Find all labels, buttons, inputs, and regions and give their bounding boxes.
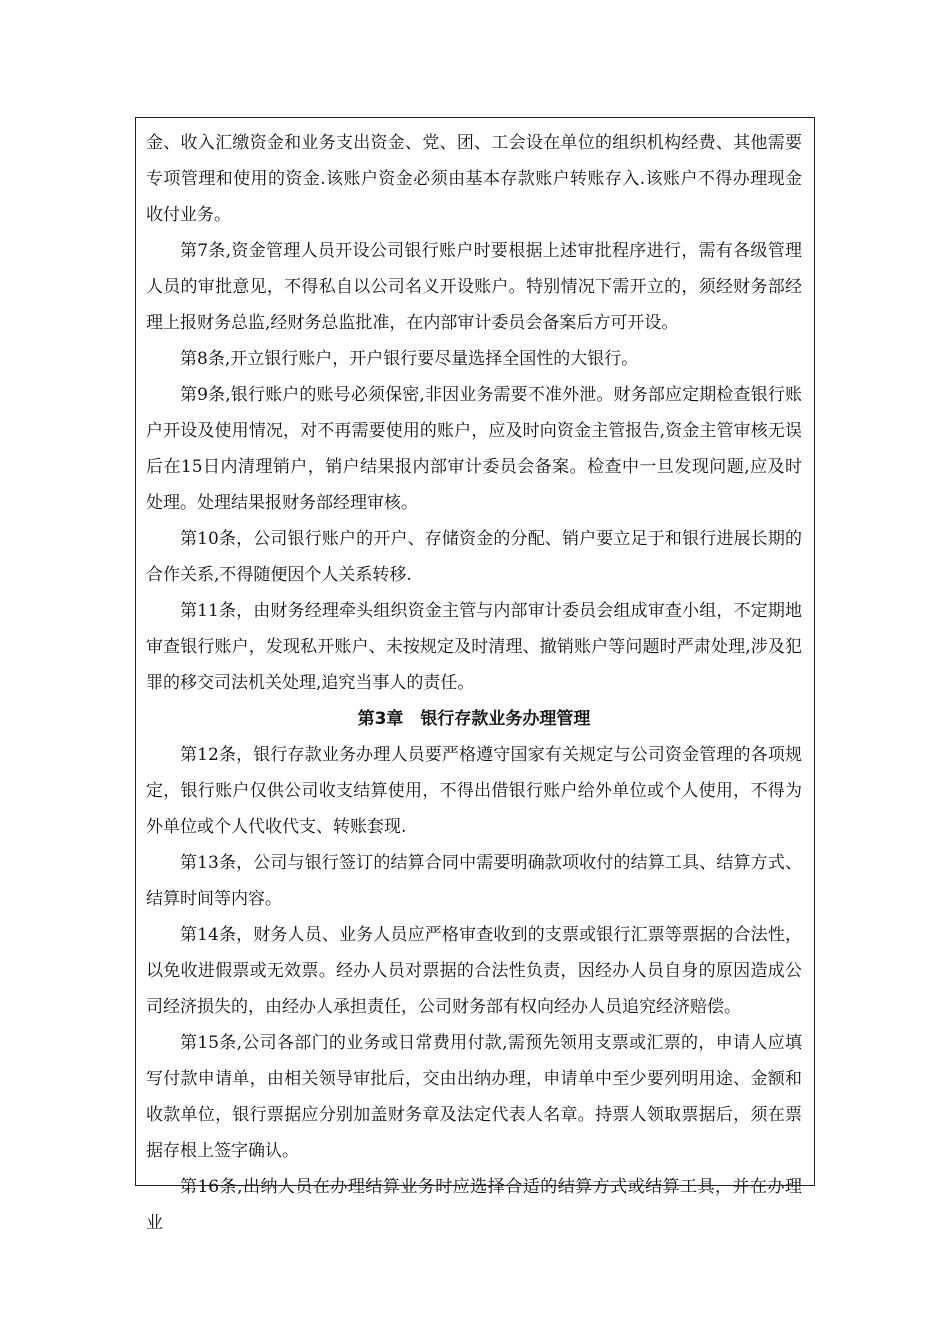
paragraph-article-9: 第9条,银行账户的账号必须保密,非因业务需要不准外泄。财务部应定期检查银行账户开设及使用情况，对不再需要使用的账户，应及时向资金主管报告,资金主管审核无误后在15日内清理销户，销户结果报内部审计委员会备案。检查中一旦发现问题,应及时处理。处理结果报财务部经理审核。 bbox=[146, 385, 802, 513]
document-frame bbox=[135, 117, 815, 1233]
paragraph-article-7: 第7条,资金管理人员开设公司银行账户时要根据上述审批程序进行，需有各级管理人员的审批意见，不得私自以公司名义开设账户。特别情况下需开立的，须经财务部经理上报财务总监,经财务总监批准，在内部审计委员会备案后方可开设。 bbox=[146, 241, 802, 333]
paragraph-article-15: 第15条,公司各部门的业务或日常费用付款,需预先领用支票或汇票的，申请人应填写付款申请单，由相关领导审批后，交由出纳办理，申请单中至少要列明用途、金额和收款单位，银行票据应分别加盖财务章及法定代表人名章。持票人领取票据后，须在票据存根上签字确认。 bbox=[146, 1033, 802, 1161]
paragraph-article-14: 第14条，财务人员、业务人员应严格审查收到的支票或银行汇票等票据的合法性，以免收进假票或无效票。经办人员对票据的合法性负责，因经办人员自身的原因造成公司经济损失的，由经办人承担责任，公司财务部有权向经办人员追究经济赔偿。 bbox=[146, 925, 802, 1017]
paragraph-article-10: 第10条，公司银行账户的开户、存储资金的分配、销户要立足于和银行进展长期的合作关系,不得随便因个人关系转移. bbox=[146, 529, 802, 585]
chapter-heading: 第3章 银行存款业务办理管理 bbox=[357, 709, 591, 729]
paragraph-article-13: 第13条，公司与银行签订的结算合同中需要明确款项收付的结算工具、结算方式、结算时间等内容。 bbox=[146, 853, 802, 909]
paragraph-article-16: 第16条,出纳人员在办理结算业务时应选择合适的结算方式或结算工具，并在办理业 bbox=[146, 1177, 802, 1233]
paragraph-continued: 金、收入汇缴资金和业务支出资金、党、团、工会设在单位的组织机构经费、其他需要专项管理和使用的资金.该账户资金必须由基本存款账户转账存入.该账户不得办理现金收付业务。 bbox=[146, 133, 802, 225]
paragraph-article-11: 第11条，由财务经理牵头组织资金主管与内部审计委员会组成审查小组，不定期地审查银行账户，发现私开账户、未按规定及时清理、撤销账户等问题时严肃处理,涉及犯罪的移交司法机关处理,追究当事人的责任。 bbox=[146, 601, 802, 693]
paragraph-article-12: 第12条，银行存款业务办理人员要严格遵守国家有关规定与公司资金管理的各项规定，银行账户仅供公司收支结算使用，不得出借银行账户给外单位或个人使用，不得为外单位或个人代收代支、转账套现. bbox=[146, 745, 802, 837]
document-body bbox=[136, 118, 802, 1241]
paragraph-article-8: 第8条,开立银行账户，开户银行要尽量选择全国性的大银行。 bbox=[180, 349, 639, 369]
